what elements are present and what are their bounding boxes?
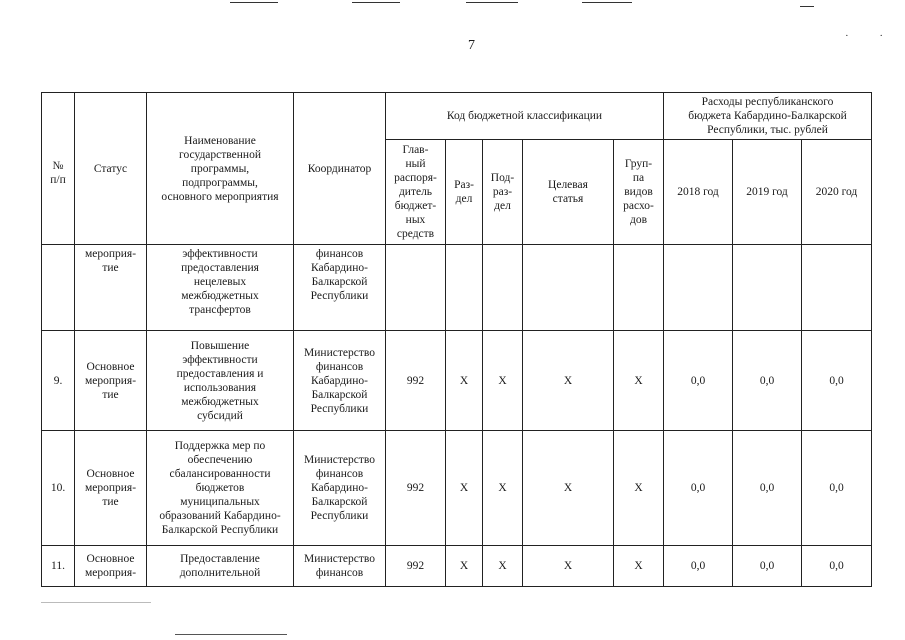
table-row <box>42 431 872 546</box>
header-grbs: Глав- ный распоря- дитель бюджет- ных средств <box>386 140 446 245</box>
scan-artifact-line <box>800 6 814 7</box>
cell-target: X <box>523 431 614 546</box>
cell-target: X <box>523 331 614 431</box>
cell-expense-type: X <box>614 431 664 546</box>
cell-2020: 0,0 <box>802 546 872 587</box>
footer-rule <box>41 602 151 603</box>
cell-num: 11. <box>42 546 75 587</box>
cell-2020: 0,0 <box>802 331 872 431</box>
header-coordinator: Координатор <box>294 93 386 245</box>
cell-num: 10. <box>42 431 75 546</box>
cell-2018: 0,0 <box>664 331 733 431</box>
cell-coordinator: финансов Кабардино- Балкарской Республики <box>294 245 386 331</box>
header-name: Наименование государственной программы, подпрограммы, основного мероприятия <box>147 93 294 245</box>
cell-expense-type: X <box>614 546 664 587</box>
corner-marks: · · <box>845 30 898 42</box>
table-row <box>42 546 872 587</box>
cell-status: мероприя- тие <box>75 245 147 331</box>
cell-subsection: X <box>483 431 523 546</box>
cell-name: Предоставление дополнительной <box>147 546 294 587</box>
header-expense-type: Груп- па видов расхо- дов <box>614 140 664 245</box>
table-row <box>42 331 872 431</box>
cell-2019 <box>733 245 802 331</box>
header-2020: 2020 год <box>802 140 872 245</box>
cell-2018: 0,0 <box>664 546 733 587</box>
header-2018: 2018 год <box>664 140 733 245</box>
cell-coordinator: Министерство финансов Кабардино- Балкарской Республики <box>294 331 386 431</box>
cell-target: X <box>523 546 614 587</box>
footer-rule <box>175 634 287 635</box>
header-status: Статус <box>75 93 147 245</box>
header-code-group: Код бюджетной классификации <box>386 93 664 140</box>
cell-status: Основное мероприя- <box>75 546 147 587</box>
cell-status: Основное мероприя- тие <box>75 331 147 431</box>
cell-2019: 0,0 <box>733 546 802 587</box>
scan-artifact-line <box>352 2 400 3</box>
cell-section: X <box>446 331 483 431</box>
cell-2020: 0,0 <box>802 431 872 546</box>
cell-status: Основное мероприя- тие <box>75 431 147 546</box>
cell-grbs: 992 <box>386 546 446 587</box>
scan-artifact-line <box>582 2 632 3</box>
cell-coordinator: Министерство финансов Кабардино- Балкарской Республики <box>294 431 386 546</box>
header-target: Целевая статья <box>523 140 614 245</box>
cell-subsection: X <box>483 331 523 431</box>
cell-name: эффективности предоставления нецелевых межбюджетных трансфертов <box>147 245 294 331</box>
cell-2018 <box>664 245 733 331</box>
cell-expense-type: X <box>614 331 664 431</box>
table-header-row <box>42 93 872 140</box>
cell-grbs: 992 <box>386 431 446 546</box>
cell-num <box>42 245 75 331</box>
cell-section: X <box>446 431 483 546</box>
cell-2019: 0,0 <box>733 331 802 431</box>
header-subsection: Под- раз- дел <box>483 140 523 245</box>
cell-2019: 0,0 <box>733 431 802 546</box>
cell-subsection: X <box>483 546 523 587</box>
scan-artifact-line <box>230 2 278 3</box>
cell-2018: 0,0 <box>664 431 733 546</box>
cell-section <box>446 245 483 331</box>
cell-section: X <box>446 546 483 587</box>
cell-target <box>523 245 614 331</box>
cell-subsection <box>483 245 523 331</box>
cell-grbs: 992 <box>386 331 446 431</box>
cell-grbs <box>386 245 446 331</box>
header-section: Раз- дел <box>446 140 483 245</box>
header-expense-group: Расходы республиканского бюджета Кабардино-Балкарской Республики, тыс. рублей <box>664 93 872 140</box>
cell-expense-type <box>614 245 664 331</box>
table-row <box>42 245 872 331</box>
cell-2020 <box>802 245 872 331</box>
cell-coordinator: Министерство финансов <box>294 546 386 587</box>
cell-name: Повышение эффективности предоставления и использования межбюджетных субсидий <box>147 331 294 431</box>
scan-artifact-line <box>466 2 518 3</box>
header-2019: 2019 год <box>733 140 802 245</box>
page-number: 7 <box>468 38 475 53</box>
cell-name: Поддержка мер по обеспечению сбалансированности бюджетов муниципальных образований Кабардино- Балкарской Республики <box>147 431 294 546</box>
budget-table <box>41 92 872 587</box>
cell-num: 9. <box>42 331 75 431</box>
header-num: № п/п <box>42 93 75 245</box>
